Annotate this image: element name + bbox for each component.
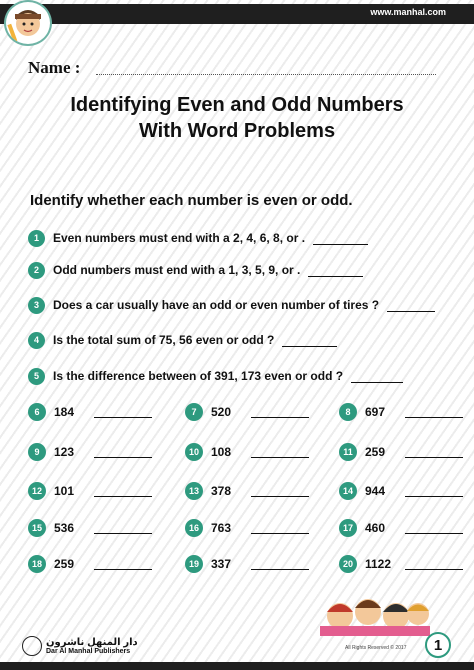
grid-item [185,442,309,462]
grid-item [339,442,463,462]
answer-line[interactable] [94,486,152,497]
item-value: 259 [54,557,75,571]
answer-line[interactable] [405,523,463,534]
answer-line[interactable] [351,370,403,383]
item-value: 123 [54,445,75,459]
answer-line[interactable] [251,559,309,570]
item-value: 460 [365,521,386,535]
item-value: 1122 [365,557,392,571]
grid-item [28,481,152,501]
item-number: 12 [28,482,46,500]
item-value: 763 [211,521,232,535]
item-value: 184 [54,405,75,419]
answer-line[interactable] [405,486,463,497]
question-text: Odd numbers must end with a 1, 3, 5, 9, or . [53,263,301,277]
question-row [28,259,363,281]
question-number: 2 [28,262,45,279]
item-number: 16 [185,519,203,537]
item-value: 520 [211,405,232,419]
publisher-name-english: Dar Al Manhal Publishers [46,648,131,655]
grid-item [185,402,309,422]
grid-item [339,518,463,538]
title-line-1: Identifying Even and Odd Numbers [70,94,404,116]
item-value: 378 [211,484,232,498]
answer-line[interactable] [313,232,368,245]
question-row [28,329,337,351]
item-number: 19 [185,555,203,573]
item-number: 18 [28,555,46,573]
page-title [0,92,474,144]
grid-item [185,554,309,574]
grid-item [28,442,152,462]
publisher-name-arabic: دار المنهل ناشرون [46,637,138,648]
item-number: 15 [28,519,46,537]
item-value: 536 [54,521,75,535]
item-value: 259 [365,445,386,459]
item-value: 697 [365,405,386,419]
answer-line[interactable] [94,407,152,418]
question-text: Does a car usually have an odd or even number of tires ? [53,298,380,312]
page-number: 1 [425,632,451,658]
grid-item [339,481,463,501]
grid-item [185,518,309,538]
grid-item [339,402,463,422]
answer-line[interactable] [405,447,463,458]
footer-bar [0,662,474,670]
answer-line[interactable] [387,299,435,312]
item-number: 10 [185,443,203,461]
item-number: 13 [185,482,203,500]
copyright-text: All Rights Reserved © 2017 [345,645,407,651]
item-value: 944 [365,484,386,498]
item-number: 9 [28,443,46,461]
name-field-line[interactable] [96,74,436,75]
item-number: 20 [339,555,357,573]
question-number: 3 [28,297,45,314]
item-number: 17 [339,519,357,537]
answer-line[interactable] [282,334,337,347]
question-number: 1 [28,230,45,247]
header-bar [0,4,474,24]
answer-line[interactable] [251,447,309,458]
question-number: 5 [28,368,45,385]
answer-line[interactable] [94,559,152,570]
mascot-icon [4,0,52,46]
question-number: 4 [28,332,45,349]
question-row [28,227,368,249]
answer-line[interactable] [94,447,152,458]
grid-item [185,481,309,501]
question-row [28,365,403,387]
answer-line[interactable] [308,264,363,277]
item-number: 11 [339,443,357,461]
answer-line[interactable] [94,523,152,534]
instruction-text: Identify whether each number is even or odd. [30,192,353,209]
answer-line[interactable] [405,559,463,570]
item-value: 337 [211,557,232,571]
question-text: Even numbers must end with a 2, 4, 6, 8, or . [53,231,306,245]
website-url[interactable]: www.manhal.com [370,7,446,17]
question-text: Is the difference between of 391, 173 even or odd ? [53,369,344,383]
grid-item [28,402,152,422]
name-label: Name : [28,58,81,77]
question-row [28,294,435,316]
item-number: 6 [28,403,46,421]
kids-illustration [320,586,430,641]
item-value: 101 [54,484,75,498]
publisher-logo [22,636,138,656]
item-number: 14 [339,482,357,500]
answer-line[interactable] [405,407,463,418]
item-value: 108 [211,445,232,459]
grid-item [339,554,463,574]
answer-line[interactable] [251,523,309,534]
answer-line[interactable] [251,486,309,497]
answer-line[interactable] [251,407,309,418]
publisher-emblem-icon [22,636,42,656]
question-text: Is the total sum of 75, 56 even or odd ? [53,333,275,347]
grid-item [28,518,152,538]
item-number: 7 [185,403,203,421]
item-number: 8 [339,403,357,421]
grid-item [28,554,152,574]
title-line-2: With Word Problems [138,120,336,142]
